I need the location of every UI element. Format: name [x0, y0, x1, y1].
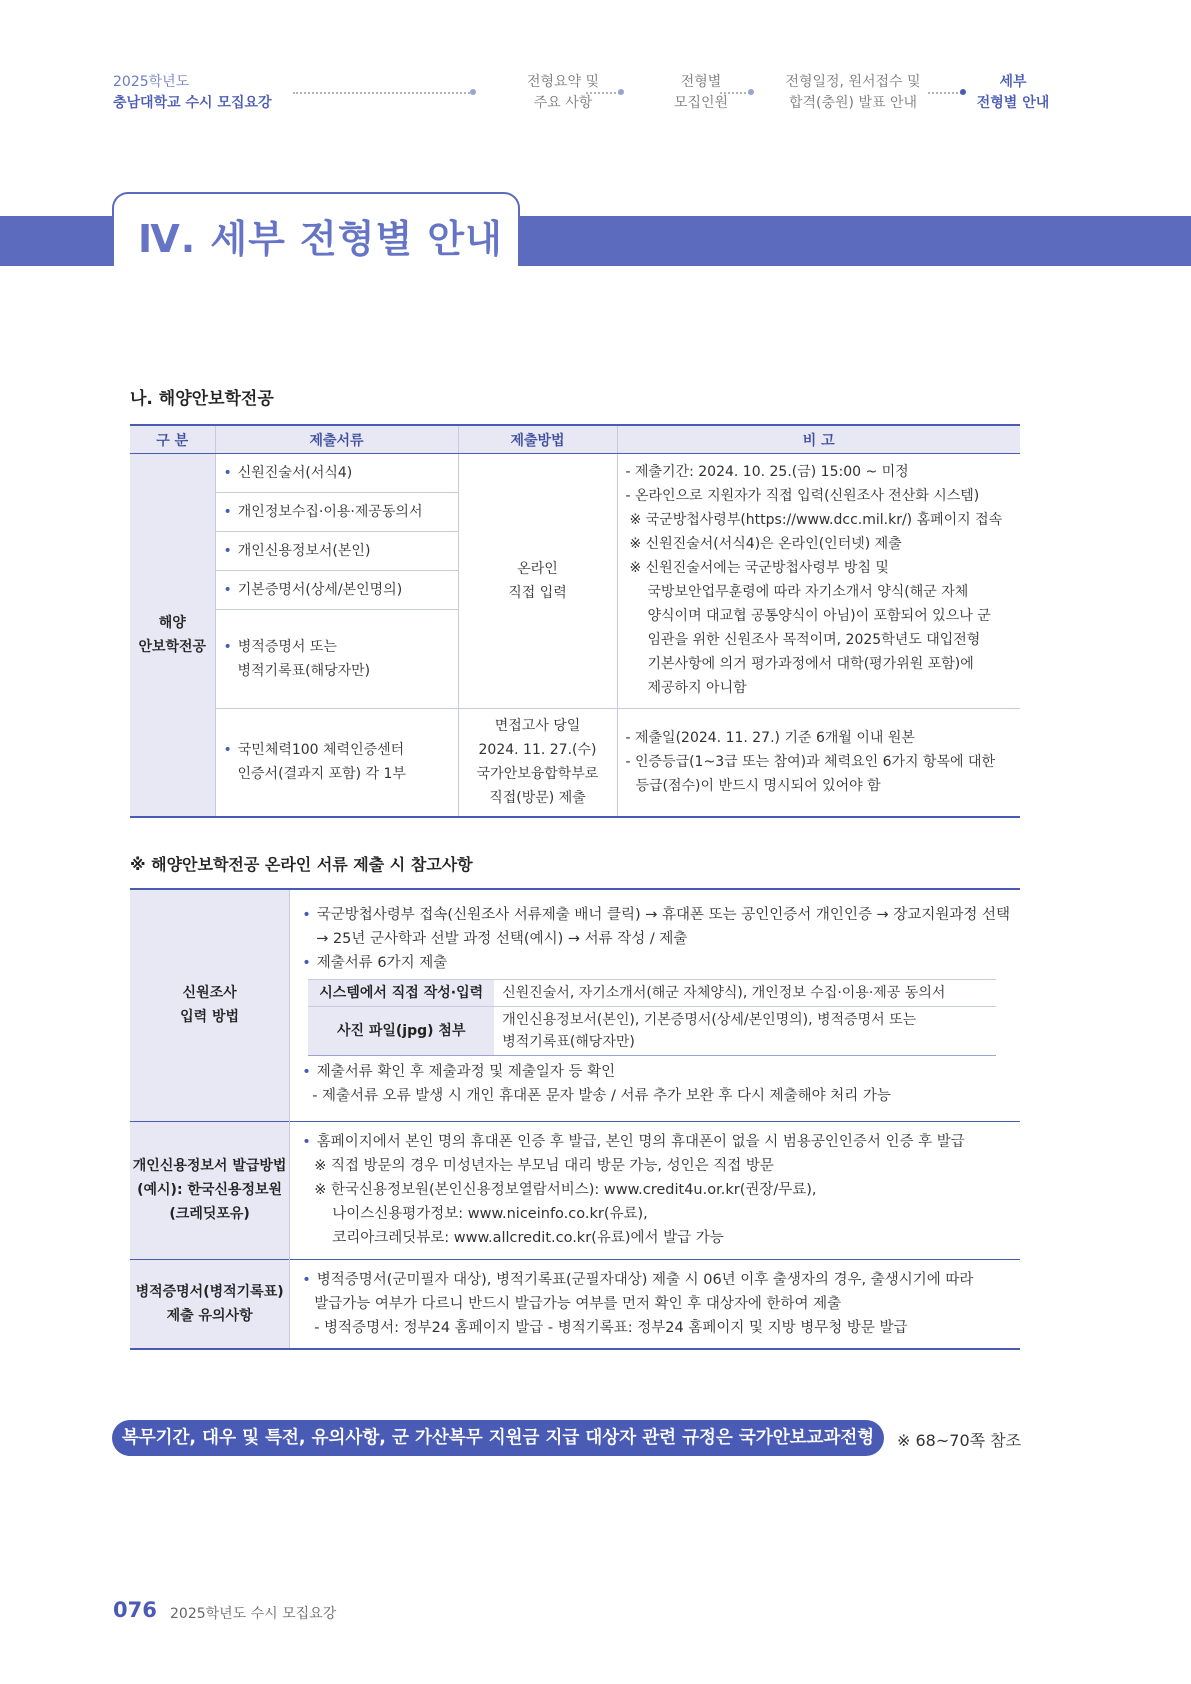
bullet-icon: •	[223, 465, 232, 481]
note-title: ※ 해양안보학전공 온라인 서류 제출 시 참고사항	[130, 855, 473, 874]
doc-cell: • 신원진술서(서식4)	[215, 454, 458, 493]
nav-divider	[586, 92, 620, 94]
table-row: 사진 파일(jpg) 첨부 개인신용정보서(본인), 기본증명서(상세/본인명의), 병적증명서 또는 병적기록표(해당자만)	[308, 1006, 996, 1055]
doc-cell: • 국민체력100 체력인증센터 인증서(결과지 포함) 각 1부	[215, 709, 458, 817]
nav-item-detail[interactable]: 세부 전형별 안내	[976, 74, 1050, 111]
nav-item-schedule[interactable]: 전형일정, 원서접수 및 합격(충원) 발표 안내	[785, 74, 921, 111]
table-row	[130, 709, 1020, 817]
table-row: 시스템에서 직접 작성·입력 신원진술서, 자기소개서(해군 자체양식), 개인정보 수집·이용·제공 동의서	[308, 979, 996, 1006]
reference-banner: 복무기간, 대우 및 특전, 유의사항, 군 가산복무 지원금 지급 대상자 관련 규정은 국가안보교과전형	[112, 1420, 884, 1456]
nav-guide-title[interactable]	[113, 72, 272, 114]
bullet-icon: •	[223, 504, 232, 520]
header-documents: 제출서류	[215, 425, 458, 454]
documents-table	[130, 424, 1020, 818]
table-row	[130, 889, 1020, 1121]
nav-year: 2025학년도	[113, 74, 190, 90]
method-online-cell: 온라인 직접 입력	[458, 454, 617, 709]
nav-divider	[928, 92, 962, 94]
remarks-visit-cell: - 제출일(2024. 11. 27.) 기준 6개월 이내 원본 - 인증등급(1~3급 또는 참여)과 체력요인 6가지 항목에 대한 등급(점수)이 반드시 명시되어 있어야 함	[617, 709, 1020, 817]
reference-page-note: ※ 68~70쪽 참조	[897, 1431, 1022, 1450]
nav-item-summary[interactable]: 전형요약 및 주요 사항	[526, 74, 600, 111]
bullet-icon: •	[302, 1063, 311, 1080]
category-cell: 신원조사 입력 방법	[130, 889, 290, 1121]
remarks-online-cell: - 제출기간: 2024. 10. 25.(금) 15:00 ~ 미정 - 온라인으로 지원자가 직접 입력(신원조사 전산화 시스템) ※ 국군방첩사령부(https://www.dcc.mil.kr/) 홈페이지 접속 ※ 신원진술서(서식4)은 온라인(인터넷) 제출 ※ 신원진술서에는 국군방첩사령부 방침 및 국방보안업무훈령에 따라 자기소개서 양식(해군 자체 양식이며 대교협 공통양식이 아님)이 포함되어 있으나 군 임관을 위한 신원조사 목적이며, 2025학년도 대입전형 기본사항에 의거 평가과정에서 대학(평가위원 포함)에 제공하지 아니함	[617, 454, 1020, 709]
nav-guide: 충남대학교 수시 모집요강	[113, 95, 272, 111]
header-method: 제출방법	[458, 425, 617, 454]
table-row	[130, 1121, 1020, 1259]
chapter-tab	[112, 192, 520, 266]
table-header-row	[130, 425, 1020, 454]
reference-table	[130, 888, 1020, 1350]
doc-cell: • 기본증명서(상세/본인명의)	[215, 571, 458, 610]
table-row	[130, 1259, 1020, 1349]
nav-dot	[618, 89, 624, 95]
bullet-icon: •	[223, 582, 232, 598]
doc-cell: • 개인신용정보서(본인)	[215, 532, 458, 571]
bullet-icon: •	[302, 906, 311, 923]
header-category: 구 분	[130, 425, 215, 454]
method-visit-cell: 면접고사 당일 2024. 11. 27.(수) 국가안보융합학부로 직접(방문) 제출	[458, 709, 617, 817]
credit-report-cell: • 홈페이지에서 본인 명의 휴대폰 인증 후 발급, 본인 명의 휴대폰이 없을 시 범용공인인증서 인증 후 발급 ※ 직접 방문의 경우 미성년자는 부모님 대리 방문 가능, 성인은 직접 방문 ※ 한국신용정보원(본인신용정보열람서비스): www.credit4u.or.kr(권장/무료), 나이스신용평가정보: www.niceinfo.co.kr(유료), 코리아크레딧뷰로: www.allcredit.co.kr(유료)에서 발급 가능	[290, 1121, 1020, 1259]
category-cell: 병적증명서(병적기록표) 제출 유의사항	[130, 1259, 290, 1349]
input-method-cell: • 국군방첩사령부 접속(신원조사 서류제출 배너 클릭) → 휴대폰 또는 공인인증서 개인인증 → 장교지원과정 선택 → 25년 군사학과 선발 과정 선택(예시) → 서류 작성 / 제출 • 제출서류 6가지 제출 시스템에서 직접 작성·입력 신원진술서, 자기소개서(해군 자체양식), 개인정보 수집·이용·제공 동의서 사진 파일(jpg) 첨부 개인신용정보서(본인), 기본증명서(상세/본인명의), 병적증명서 또는 병적기록표(해당자만) • 제출서류 확인 후 제출과정 및 제출일자 등 확인 - 제출서류 오류 발생 시 개인 휴대폰 문자 발송 / 서류 추가 보완 후 다시 제출해야 처리 가능	[302, 906, 1010, 1104]
bullet-icon: •	[223, 742, 232, 759]
header-remarks: 비 고	[617, 425, 1020, 454]
category-cell: 해양 안보학전공	[130, 454, 215, 817]
doc-cell: • 병적증명서 또는 병적기록표(해당자만)	[215, 610, 458, 709]
nav-item-quota[interactable]: 전형별 모집인원	[673, 74, 729, 111]
bullet-icon: •	[223, 639, 232, 655]
bullet-icon: •	[302, 1134, 311, 1150]
chapter-title: Ⅳ. 세부 전형별 안내	[138, 217, 503, 261]
nav-divider	[293, 92, 473, 94]
section-title: 나. 해양안보학전공	[130, 389, 274, 409]
bullet-icon: •	[223, 543, 232, 559]
bullet-icon: •	[302, 1271, 311, 1288]
header-nav	[113, 72, 1050, 120]
page-number: 076	[113, 1598, 157, 1622]
military-record-cell: • 병적증명서(군미필자 대상), 병적기록표(군필자대상) 제출 시 06년 이후 출생자의 경우, 출생시기에 따라 발급가능 여부가 다르니 반드시 발급가능 여부를 먼저 확인 후 대상자에 한하여 제출 - 병적증명서: 정부24 홈페이지 발급 - 병적기록표: 정부24 홈페이지 및 지방 병무청 방문 발급	[290, 1259, 1020, 1349]
doc-cell: • 개인정보수집·이용·제공동의서	[215, 493, 458, 532]
footer-title: 2025학년도 수시 모집요강	[170, 1606, 337, 1622]
category-cell: 개인신용정보서 발급방법 (예시): 한국신용정보원 (크레딧포유)	[130, 1121, 290, 1259]
bullet-icon: •	[302, 954, 311, 971]
table-row	[130, 454, 1020, 493]
submission-subtable	[308, 979, 996, 1056]
